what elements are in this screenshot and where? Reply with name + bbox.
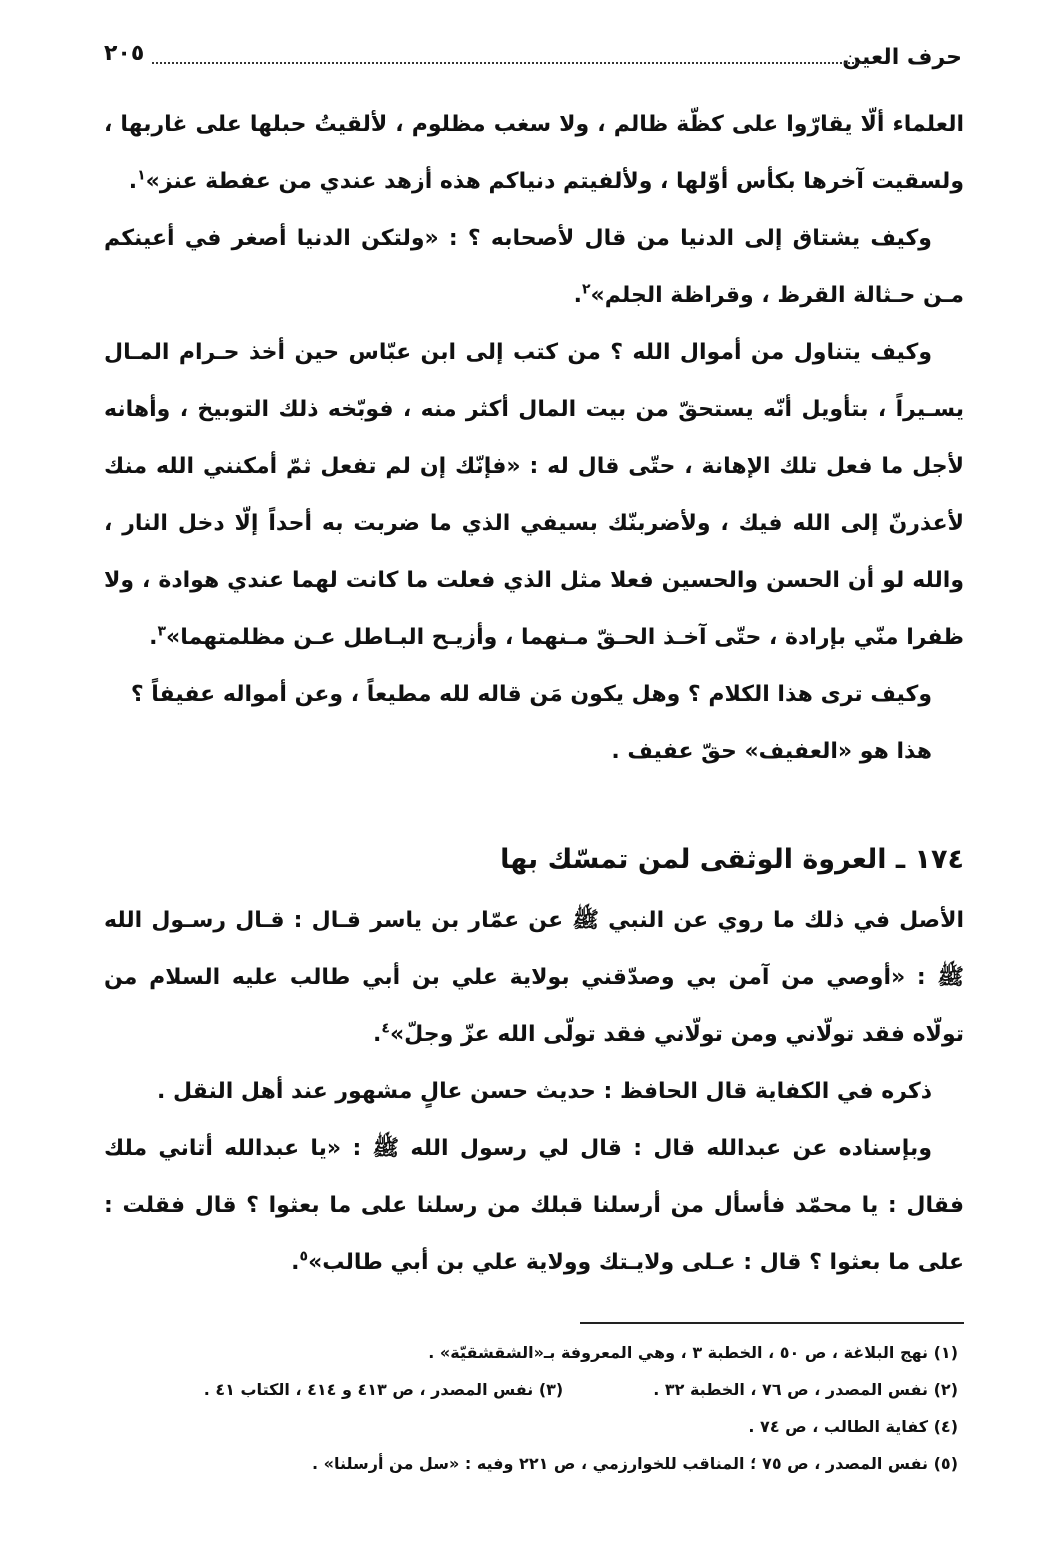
footnote-3: (٣) نفس المصدر ، ص ٤١٣ و ٤١٤ ، الكتاب ٤١ . xyxy=(203,1380,564,1399)
footnote-2: (٢) نفس المصدر ، ص ٧٦ ، الخطبة ٣٢ . xyxy=(653,1380,958,1399)
paragraph-text: الأصل في ذلك ما روي عن النبي ﷺ عن عمّار بن ياسر قـال : قـال رسـول الله ﷺ : «أوصي من آمن بي وصدّقني بولاية علي بن أبي طالب عليه السلام من تولّاه فقد تولّاني ومن تولّاني فقد تولّى الله عزّ وجلّ» xyxy=(104,908,964,1047)
page-number: ٢٠٥ xyxy=(104,41,145,66)
paragraph-text: وبإسناده عن عبدالله قال : قال لي رسول الله ﷺ : «يا عبدالله أتاني ملك فقال : يا محمّد فأسأل من أرسلنا قبلك من رسلنا على ما بعثوا ؟ قال فقلت : على ما بعثوا ؟ قال : عـلى ولايـتك وولاية علي بن أبي طالب» xyxy=(104,1136,964,1275)
header-dotted-leader xyxy=(152,62,866,64)
footnote-1: (١) نهج البلاغة ، ص ٥٠ ، الخطبة ٣ ، وهي المعروفة بـ«الشقشقيّة» . xyxy=(428,1343,958,1362)
header-title: حرف العين xyxy=(842,45,962,70)
footnote-separator xyxy=(580,1322,964,1324)
paragraph-3 xyxy=(104,324,964,666)
section-heading: ١٧٤ ـ العروة الوثقى لمن تمسّك بها xyxy=(500,844,964,875)
paragraph-2 xyxy=(104,210,964,324)
paragraph-end: . xyxy=(149,625,158,650)
footnote-row-2-3 xyxy=(104,1371,964,1408)
paragraph-end: . xyxy=(291,1250,300,1275)
footnote-ref: ٢ xyxy=(582,281,591,298)
running-header xyxy=(104,36,962,76)
paragraph-text: العلماء ألّا يقارّوا على كظّة ظالم ، ولا سغب مظلوم ، لألقيتُ حبلها على غاربها ، ولسقيت آخرها بكأس أوّلها ، ولألفيتم دنياكم هذه أزهد عندي من عفطة عنز» xyxy=(104,112,964,194)
paragraph-text: وكيف ترى هذا الكلام ؟ وهل يكون مَن قاله لله مطيعاً ، وعن أمواله عفيفاً ؟ xyxy=(130,682,932,707)
paragraph-end: . xyxy=(128,169,138,194)
paragraph-4 xyxy=(104,666,964,723)
footnote-ref: ٥ xyxy=(299,1248,309,1265)
footnote-ref: ١ xyxy=(137,167,146,184)
footnote-4: (٤) كفاية الطالب ، ص ٧٤ . xyxy=(748,1417,958,1436)
paragraph-text: هذا هو «العفيف» حقّ عفيف . xyxy=(611,739,932,764)
section-paragraph-3 xyxy=(104,1120,964,1291)
paragraph-1 xyxy=(104,96,964,210)
footnote-ref: ٤ xyxy=(381,1020,390,1037)
body-text xyxy=(104,96,964,1291)
paragraph-5 xyxy=(104,723,964,780)
section-paragraph-2 xyxy=(104,1063,964,1120)
paragraph-text: وكيف يشتاق إلى الدنيا من قال لأصحابه ؟ : «ولتكن الدنيا أصغر في أعينكم مـن حـثالة القرظ ، وقراظة الجلم» xyxy=(104,226,964,308)
footnotes xyxy=(104,1322,964,1482)
footnote-ref: ٣ xyxy=(157,623,167,640)
footnote-5: (٥) نفس المصدر ، ص ٧٥ ؛ المناقب للخوارزمي ، ص ٢٢١ وفيه : «سل من أرسلنا» . xyxy=(312,1454,958,1473)
paragraph-text: ذكره في الكفاية قال الحافظ : حديث حسن عالٍ مشهور عند أهل النقل . xyxy=(157,1079,932,1104)
section-paragraph-1 xyxy=(104,892,964,1063)
paragraph-text: وكيف يتناول من أموال الله ؟ من كتب إلى ابن عبّاس حين أخذ حـرام المـال يسـيراً ، بتأويل أنّه يستحقّ من بيت المال أكثر منه ، فوبّخه ذلك التوبيخ ، وأهانه لأجل ما فعل تلك الإهانة ، حتّى قال له : «فإنّك إن لم تفعل ثمّ أمكنني الله منك لأعذرنّ إلى الله فيك ، ولأضربنّك بسيفي الذي ما ضربت به أحداً إلّا دخل النار ، والله لو أن الحسن والحسين فعلا مثل الذي فعلت ما كانت لهما عندي هوادة ، ولا ظفرا منّي بإرادة ، حتّى آخـذ الحـقّ مـنهما ، وأزيـح البـاطل عـن مظلمتهما» xyxy=(104,340,964,650)
paragraph-end: . xyxy=(373,1022,382,1047)
paragraph-end: . xyxy=(573,283,582,308)
